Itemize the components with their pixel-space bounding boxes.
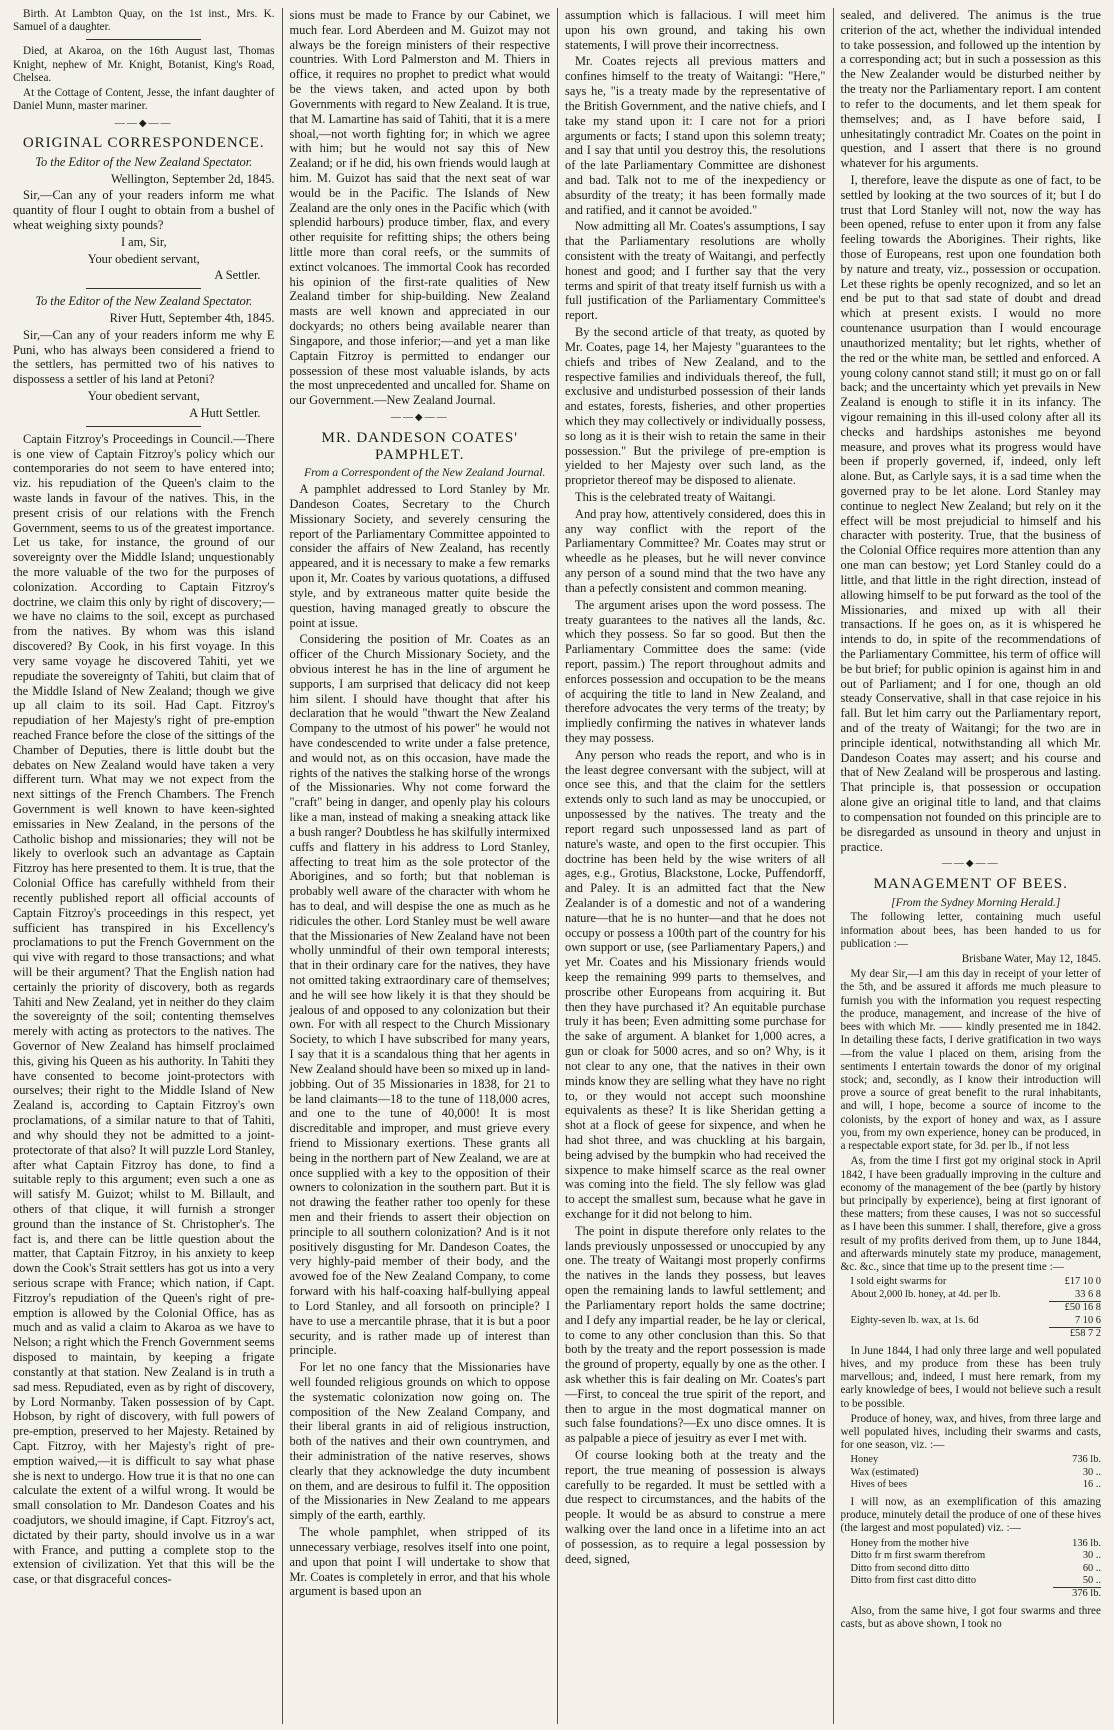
table-cell-value: 30 ..	[1082, 1466, 1101, 1478]
table-row-total	[841, 1588, 1102, 1601]
column-4	[833, 8, 1109, 1724]
letter-closing: Your obedient servant,	[87, 251, 200, 266]
article-paragraph: Also, from the same hive, I got four swarms and three casts, but as above shown, I took no	[840, 1604, 1101, 1631]
article-paragraph: Of course looking both at the treaty and the report, the true meaning of possession is always carefully to be regarded. It must be settled with a due respect to circumstances, and the habits of the people. It would be as absurd to construe a mere walking over the land once in a lifetime into an act of possession, as to require a legal possession by deed, signed,	[565, 1448, 826, 1566]
article-paragraph: As, from the time I first got my original stock in April 1842, I have been gradually improving in the culture and economy of the management of the bee (partly by history but principally by experience), being at first ignorant of these matters; from these causes, I was not so successful as I have been this summer. I shall, therefore, give a gross result of my profits derived from them, up to June 1844, and afterwards minutely state my produce, management, &c. &c., since that time up to the present time :—	[840, 1155, 1101, 1274]
article-paragraph: This is the celebrated treaty of Waitangi.	[575, 490, 776, 504]
article-paragraph: The argument arises upon the word possess. The treaty guarantees to the natives all the lands, &c. which they possess. So far so good. But then the Parliamentary Committee does the same: (vide report, passim.) The report throughout admits and enforces possession and occupation to be the means of acquiring the title to land in New Zealand, and therefore advocates the very terms of the treaty; by impliedly confirming the natives in whatever lands they may possess.	[565, 597, 826, 745]
article-paragraph: Now admitting all Mr. Coates's assumptions, I say that the Parliamentary resolutions are wholly consistent with the treaty of Waitangi, and perfectly honest and good; and I further say that the very terms and spirit of that treaty itself furnish us with a full justification of the Parliamentary Committee's report.	[565, 219, 826, 323]
article-paragraph: The point in dispute therefore only relates to the lands previously unpossessed or unoccupied by any one. The treaty of Waitangi most properly confirms the natives in the lands they possess, but leaves open the remaining lands to lawful settlement; and the Parliamentary report holds the same doctrine; and I defy any impartial reader, be he lay or clerical, to come to any other conclusion than this. So that both by the treaty and the report possession is made the ground of property, equally by one as the other. I ask whether this is fair dealing on Mr. Coates's part—First, to conceal the true spirit of the report, and then to argue in the most dogmatical manner on such false foundations?—Ex uno disce omnes. It is as palpable a piece of jesuitry as ever I met with.	[565, 1223, 826, 1446]
article-heading: MR. DANDESON COATES' PAMPHLET.	[321, 429, 518, 464]
table-row	[841, 1563, 1102, 1575]
table-row	[841, 1454, 1102, 1466]
table-cell-value: £17 10 0	[1064, 1276, 1101, 1288]
divider	[86, 39, 201, 40]
article-paragraph: My dear Sir,—I am this day in receipt of your letter of the 5th, and be assured it affords me much pleasure to furnish you with the information you request respecting the produce, management, and increase of the hive of bees with which Mr. —— kindly presented me in 1842. In detailing these facts, I derive gratification in two ways—from the value I placed on them, arising from the sentiments I entertain towards the donor of my original stock; and, secondly, as I know their introduction will prove a source of great benefit to the rural inhabitants, and will, I hope, become a source of income to the colonists, by the export of honey and wax, as I assure you, from my own experience, honey can be produced, in a respectable export state, for 3d. per lb., if not less	[840, 968, 1101, 1153]
hive-produce-table	[841, 1538, 1102, 1601]
table-cell-value: 736 lb.	[1072, 1454, 1101, 1466]
columns	[6, 8, 1108, 1724]
table-cell-label: About 2,000 lb. honey, at 4d. per lb.	[850, 1288, 1001, 1300]
letter-place-date: Wellington, September 2d, 1845.	[111, 171, 275, 186]
death-notice: Died, at Akaroa, on the 16th August last, Thomas Knight, nephew of Mr. Knight, Botanist, King's Road, Chelsea.	[13, 45, 275, 84]
table-cell-total: 376 lb.	[1053, 1588, 1101, 1601]
article-paragraph: Any person who reads the report, and who is in the least degree conversant with the subject, will at once see this, and that the claim for the settlers extends only to such land as may be unoccupied, or unpossessed by the natives. The treaty and the report regard such unpossessed land as part of nature's waste, and open to the first occupier. This doctrine has been held by the wise writers of all ages, e.g., Grotius, Blackstone, Locke, Puffendorff, and Paley. It is an admitted fact that the New Zealander is of a domestic and not of a wandering nature—that he is no hunter—and that he does not occupy or possess a 100th part of the country for his own support or use, (see Parliamentary Papers,) and yet Mr. Coates and his Missionary friends would keep the remaining 999 parts to themselves, and proscribe other Europeans from acquiring it. But then they have purchased it? An equitable purchase truly it has been; Even admitting some purchase for the sake of argument. A blanket for 1,000 acres, a gun or cloak for 5000 acres, and so on? Why, is it not clear to any one, that the natives in their own minds know they are selling what they have no right to, or they would not accept such moonshine equivalents as these? It is like Sheridan getting a shot at a flock of geese for sixpence, and when he had shot three, and was chuckling at his bargain, being advised by the bumpkin who had received the sixpence to make himself scarce as the real owner was coming into the field. The sly fellow was glad to accept the smallest sum, because what he gave in exchange for it did not belong to him.	[565, 747, 826, 1221]
letter-body: Sir,—Can any of your readers inform me what quantity of flour I ought to obtain from a bushel of wheat weighing sixty pounds?	[13, 188, 275, 232]
table-cell-value: 60 ..	[1082, 1562, 1101, 1574]
article-paragraph: Produce of honey, wax, and hives, from three large and well populated hives, including their swarms and casts, for one season, viz. :—	[840, 1412, 1101, 1452]
article-paragraph: I, therefore, leave the dispute as one of fact, to be settled by looking at the two sources of it; but I do trust that Lord Stanley will not, now the way has been opened, refuse to enter upon it from any false feeling towards the Aborigines. Their rights, like those of Europeans, rest upon one foundation both by nature and treaty, viz., possession or occupation. Let these rights be openly recognized, and so let an end be put to that sad state of doubt and dread which at present exists. I would no more countenance usurpation than I would encourage unauthorized mentality; but let rights, whether of the red or the white man, be settled and enforced. A young colony cannot stand still; it must go on or fall back; and the uncertainty which yet prevails in New Zealand is enough to stifle it in its infancy. The vigour remaining in this ill-used colony after all its checks and hardships astonishes me beyond measure, and proves what its progress would have been if properly governed, if, indeed, only left alone. But, as Carlyle says, it is a sad time when the governed pray to be let alone. Lord Stanley may continue to neglect New Zealand; but rely on it the effect will be most prejudicial to himself and his character with posterity. True, that the business of the Colonial Office requires more attention than any one man can bestow; yet Lord Stanley could do a little, and that little in the right direction, instead of allowing himself to be put forward as the tool of the Missionaries, and mixed up with all their transactions. If he goes on, as it is whispered he intends to do, in spite of the recommendations of the Parliamentary Committee, his term of office will be but brief; for public opinion is against him in and out of Parliament; and I for one, though an old steady Conservative, shall in that case rejoice in his fall. But let him carry out the Parliamentary report, and of the treaty of Waitangi; for the two are in principle identical, notwithstanding all which Mr. Dandeson Coates may assert; and his course and that of New Zealand will be prosperous and lasting. That principle is, that possession or occupation alone give an original title to land, and that claims to compensation not founded on this principle are to be disregarded as unsound in theory and unjust in practice.	[840, 172, 1101, 854]
article-paragraph: sealed, and delivered. The animus is the true criterion of the act, whether the individual intended to take possession, and followed up the intention by a corresponding act; but in such a possession as this the New Zealander would be disturbed neither by the treaty nor the Parliamentary report. I am content to refer to the documents, and let them speak for themselves; and, as I have before said, I unhesitatingly contradict Mr. Coates on the point in question, and I assert that there is no ground whatever for his arguments.	[840, 8, 1101, 171]
article-subheading: [From the Sydney Morning Herald.]	[891, 895, 1061, 909]
article-paragraph: assumption which is fallacious. I will meet him upon his own ground, and taking his own statements, I will prove their incorrectness.	[565, 8, 826, 52]
letter-closing: Your obedient servant,	[87, 389, 200, 404]
table-row	[841, 1550, 1102, 1562]
letter-body: Sir,—Can any of your readers inform me why E Puni, who has always been considered a friend to the settlers, has permitted two of his natives to dispossess a settler of his land at Petoni?	[13, 327, 275, 387]
article-paragraph: Mr. Coates rejects all previous matters and confines himself to the treaty of Waitangi: "Here," says he, "is a treaty made by the representative of the British Government, and the native chiefs, and I take my stand upon it: I care not for a priori arguments or facts; I stand upon this solemn treaty; and I say that until you destroy this, the resolutions of the late Parliamentary Committee are dishonest and bad. Talk not to me of the inexpediency or absurdity of the treaty; it has been formally made and ratified, and it cannot be avoided."	[565, 54, 826, 217]
letter-addressee: To the Editor of the New Zealand Spectator.	[35, 154, 253, 169]
table-row	[841, 1538, 1102, 1550]
table-cell-label: Honey	[850, 1454, 879, 1466]
article-paragraph: And pray how, attentively considered, does this in any way conflict with the report of the Parliamentary Committee? Mr. Coates may strut or wheedle as he pleases, but he will never convince any person of a sound mind that the two have any than a pefectly consistent and common meaning.	[565, 506, 826, 595]
article-paragraph: I will now, as an exemplification of this amazing produce, minutely detail the produce of one of these hives (the largest and most populated) viz. :—	[840, 1495, 1101, 1535]
ornament-divider: ——◆——	[941, 858, 1000, 870]
table-cell-total: £50 16 8	[1049, 1302, 1102, 1315]
table-cell-label: Ditto from first cast ditto ditto	[850, 1575, 977, 1587]
letter-place-date: River Hutt, September 4th, 1845.	[109, 311, 275, 326]
table-row	[841, 1479, 1102, 1491]
table-cell-label: Ditto from second ditto ditto	[850, 1562, 970, 1574]
table-cell-label: Ditto fr m first swarm therefrom	[850, 1550, 986, 1562]
table-row	[841, 1276, 1102, 1288]
ornament-divider: ——◆——	[390, 411, 449, 423]
article-heading: MANAGEMENT OF BEES.	[873, 876, 1068, 893]
table-cell-label: Wax (estimated)	[850, 1466, 919, 1478]
letter-place-date: Brisbane Water, May 12, 1845.	[961, 953, 1101, 965]
table-row	[841, 1315, 1102, 1328]
produce-table	[841, 1454, 1102, 1491]
section-heading: ORIGINAL CORRESPONDENCE.	[22, 135, 265, 152]
article-paragraph: By the second article of that treaty, as quoted by Mr. Coates, page 14, her Majesty "guarantees to the chiefs and tribes of New Zealand, and to the respective families and individuals thereof, the full, exclusive and undisturbed possession of their lands and estates, forests, fisheries, and other properties which they may collectively or individually possess, so long as it is their wish to retain the same in their possession." But the privilege of pre-emption is yielded to her Majesty over such land, as the proprietor thereof may be disposed to alienate.	[565, 325, 826, 488]
ornament-divider: ——◆——	[114, 117, 173, 129]
letter-closing: I am, Sir,	[120, 234, 167, 249]
article-paragraph: A pamphlet addressed to Lord Stanley by Mr. Dandeson Coates, Secretary to the Church Missionary Society, and severely censuring the report of the Parliamentary Committee appointed to consider the affairs of New Zealand, has recently appeared, and it is necessary to make a few remarks upon it, Mr. Coates by various quotations, a diffused style, and by extraneous matter quite beside the question, having managed greatly to obscure the point at issue.	[289, 482, 550, 630]
article-paragraph: For let no one fancy that the Missionaries have well founded religious grounds on which to oppose the systematic colonization now going on. The composition of the New Zealand Company, and their liberal grants in aid of religious instruction, both of the natives and their own countrymen, and their administration of the native reserves, shows clearly that they acknowledge the duty incumbent on them, and are desirous to fulfil it. The opposition of the Missionaries in New Zealand to me appears simply of the earth, earthly.	[289, 1360, 550, 1523]
birth-notice: Birth. At Lambton Quay, on the 1st inst., Mrs. K. Samuel of a daughter.	[13, 8, 275, 34]
article-subheading: From a Correspondent of the New Zealand Journal.	[304, 466, 546, 480]
table-cell-label: Eighty-seven lb. wax, at 1s. 6d	[850, 1314, 979, 1326]
table-row	[841, 1289, 1102, 1302]
letter-addressee: To the Editor of the New Zealand Spectator.	[35, 294, 253, 309]
table-cell-value: 33 6 8	[1075, 1288, 1101, 1300]
table-cell-label: Honey from the mother hive	[850, 1537, 969, 1549]
table-cell-value: 136 lb.	[1072, 1537, 1101, 1549]
table-row-total	[841, 1328, 1102, 1341]
accounts-table	[841, 1276, 1102, 1340]
table-row	[841, 1575, 1102, 1588]
article-paragraph: The following letter, containing much useful information about bees, has been handed to us for publication :—	[840, 911, 1101, 950]
table-cell-value: 30 ..	[1082, 1550, 1101, 1562]
letter-signature: A Hutt Settler.	[189, 405, 261, 420]
table-cell-label: Hives of bees	[850, 1479, 908, 1491]
article-paragraph: Captain Fitzroy's Proceedings in Council.—There is one view of Captain Fitzroy's policy which our contemporaries do not seem to have entered into; viz. his repudiation of the Queen's claim to the waste lands in favour of the natives. This, in the present crisis of our relations with the French Government, seems to us of the greatest importance. Let us take, for instance, the ground of our sovereignty over the Middle Island; unquestionably the more valuable of the two for the purposes of colonization. According to Captain Fitzroy's doctrine, we claim this only by right of discovery;—we have no claims to the soil, except as purchased from the natives. By whom was this island discovered? By Cook, in his first voyage. In this very same voyage he discovered Tahiti, yet we repudiate the sovereignty of Tahiti, but claim that of the Middle Island of New Zealand; though we give up all claim to its soil. Had Capt. Fitzroy's repudiation of her Majesty's right of pre-emption reached France before the close of the sittings of the Chamber of Deputies, there is little doubt but the debates on New Zealand would have taken a very different turn. What may we not expect from the next sittings of the French Chambers. The French Government is well known to have keen-sighted emissaries in New Zealand, in the persons of the Catholic bishop and missionaries; they will not be likely to overlook such an advantage as Captain Fitzroy has here presented to them. It is true, that the Colonial Office has carefully withheld from their recently published report all official accounts of Captain Fitzroy's proceedings in this respect, yet sufficient has transpired in his Excellency's proclamations to put the French Government on the qui vive with regard to those transactions; and what will be their argument? That the English nation had certainly the priority of discovery, both as regards Tahiti and New Zealand, yet in neither do they claim the sovereignty of the soil; contenting themselves merely with acting as protectors to the natives. The Governor of New Zealand has himself proclaimed this, giving his Queen as his authority. In Tahiti they have consented to become joint-protectors with ourselves; their right to the Middle Island of New Zealand is, according to Captain Fitzroy's own proclamations, of a similar nature to that of Tahiti, and why should they not be admitted to a joint-protectorate of that also? It will puzzle Lord Stanley, after what Captain Fitzroy has done, to find a suitable reply to this argument; even such a one as will satisfy M. Guizot; whilst to M. Billault, and others of that clique, it will furnish a stronger ground than the instance of St. Christopher's. The fact is, and there can be little question about the matter, that Captain Fitzroy, in his anxiety to keep down the Cook's Strait settlers has got us into a very serious scrape with France; which nation, if Capt. Fitzroy's repudiation of the Queen's right of pre-emption is allowed by the Colonial Office, has as much and as valid a claim to Akaroa as we have to Nelson; a right which the French Government seems disposed to maintain, by keeping a frigate constantly at that station. New Zealand is in truth a sad mess. Repudiated, even as by right of discovery, by Lord Normanby. Taken possession of by Capt. Hobson, by right of discovery, with full powers of pre-emption, preserved to her Majesty. Retained by Capt. Fitzroy, with her Majesty's right of pre-emption waived,—it is difficult to say what phase she is next to undergo. How true it is that no one can calculate the extent of a wilful wrong. It would be small consolation to Mr. Dandeson Coates and his coadjutors, we should imagine, if Capt. Fitzroy's act, dictated by their party, should involve us in a war with France, and putting a complete stop to the extension of civilization. Yet that this will be the case, or that disgraceful conces-	[13, 431, 275, 1587]
table-cell-label: I sold eight swarms for	[850, 1276, 947, 1288]
table-row	[841, 1467, 1102, 1479]
table-row-total	[841, 1302, 1102, 1315]
divider	[86, 426, 201, 427]
column-3	[557, 8, 833, 1724]
article-paragraph: sions must be made to France by our Cabinet, we much fear. Lord Aberdeen and M. Guizot may not always be the foreign ministers of their respective countries. With Lord Palmerston and M. Thiers in office, it requires no prophet to predict what would be the views taken, and acted upon by both Governments with regard to New Zealand. It is true, that M. Lamartine has said of Tahiti, that it is a mere shoal,—not worth fighting for; in which we agree with him; but he would not say this of New Zealand; or if he did, his own friends would laugh at him. M. Guizot has said that the next seat of war would be in the Pacific. The Islands of New Zealand are the only ones in the Pacific which (with splendid harbours) produce timber, flax, and every other requisite for refitting ships; the others being little more than coral reefs, or the summits of extinct volcanoes. The immortal Cook has recorded his opinion of the first-rate qualities of New Zealand timber for ship-building. New Zealand masts are well known and appreciated in our dockyards; no others being available nearer than Singapore, and those inferior;—and yet a man like Captain Fitzroy is permitted to endanger our possession of these most valuable islands, by acts the most unprecedented and uncalled for. Shame on our Government.—New Zealand Journal.	[289, 8, 550, 408]
death-notice-2: At the Cottage of Content, Jesse, the infant daughter of Daniel Munn, master mariner.	[13, 87, 275, 113]
article-paragraph: In June 1844, I had only three large and well populated hives, and my produce from these has been truly marvellous; and, indeed, I must here remark, from my early knowledge of bees, I would not believe such a result to be possible.	[840, 1344, 1101, 1410]
divider	[86, 288, 201, 289]
article-paragraph: The whole pamphlet, when stripped of its unnecessary verbiage, resolves itself into one point, and upon that point I will undertake to show that Mr. Coates is completely in error, and that his whole argument is based upon an	[289, 1525, 550, 1599]
letter-signature: A Settler.	[214, 268, 261, 283]
column-2	[282, 8, 558, 1724]
article-paragraph: Considering the position of Mr. Coates as an officer of the Church Missionary Society, and the obvious interest he has in the line of argument he supports, I am surprised that delicacy did not keep him silent. I should have thought that after his declaration that he would "thwart the New Zealand Company to the utmost of his power" he would not have condescended to write under a false pretence, and would not, as on this occasion, have made the rights of the natives the stalking horse of the wrongs of the Missionaries. Why not come forward the "craft" being in danger, and openly play his colours like a man, instead of making a sneaking attack like a bush ranger? Doubtless he has skilfully intermixed cuffs and flattery in his address to Lord Stanley, affecting to treat him as the sole protector of the Aborigines, and so forth; but that nobleman is probably well aware of the character with whom he has to deal, and will despise the one as much as he ridicules the other. Lord Stanley must be well aware that the Missionaries of New Zealand have not been wholly unmindful of their own temporal interests; that in their ordinary care for the natives, they have not omitted taking extraordinary care of themselves; and he will see how likely it is that they should be jealous of and opposed to any colonization but their own. For with all respect to the Church Missionary Society, to which I have subscribed for many years, I say that it is a scandalous thing that her agents in New Zealand should have been so mixed up in land-jobbing. Out of 35 Missionaries in 1838, for 21 to be land claimants—18 to the tune of 118,000 acres, and one to the tune of 40,000! It is most discreditable and improper, and must grieve every friend to Missionary exertions. These grants all being in the northern part of New Zealand, we are at once supplied with a key to the opposition of their owners to colonization in the southern part. But it is not drawing the feather rather too openly for these men and their friends to assert their objection on principle to all southern colonization? And is it not positively disgusting for Mr. Dandeson Coates, the very highly-paid member of their body, and the avowed foe of the New Zealand Company, to come forward with his half-coaxing half-bullying appeal to Lord Stanley, and all forsooth on principle? I have to use a mercantile phrase, that it is but a poor security, and is rather made up of interest than principle.	[289, 632, 550, 1358]
table-cell-value: 50 ..	[1082, 1574, 1101, 1586]
column-1	[6, 8, 282, 1724]
table-cell-total: £58 7 2	[1049, 1328, 1102, 1341]
table-cell-value: 7 10 6	[1075, 1314, 1101, 1326]
table-cell-value: 16 ..	[1082, 1479, 1101, 1491]
